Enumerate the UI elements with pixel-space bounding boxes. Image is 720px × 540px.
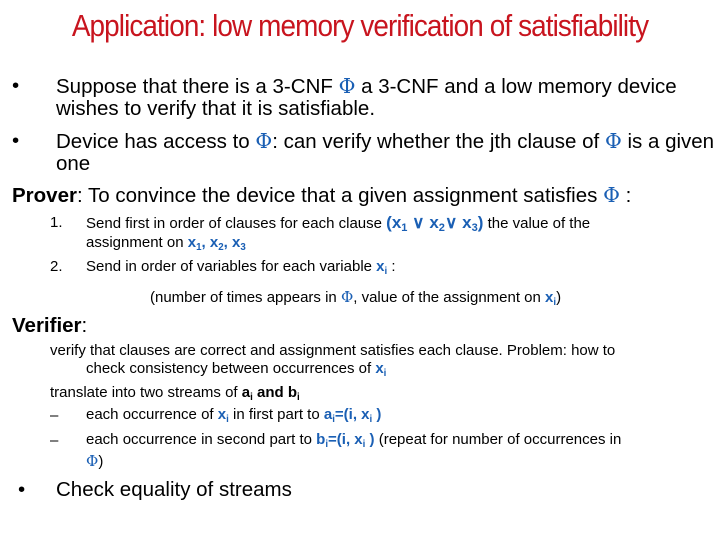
prover-item-2-line: Send in order of variables for each variable $x_i$ : [86, 258, 396, 277]
verifier-dash-2: each occurrence in second part to $b_i=(i$, $x_i$ ) (repeat for number of occurrences in [86, 431, 622, 450]
prover-item-2-number: 2. [50, 258, 63, 275]
intro-line-1: Suppose that there is a 3-CNF Φ a 3-CNF and a low memory device [56, 74, 677, 98]
verifier-line-2: check consistency between occurrences of $x_i$ [86, 360, 387, 379]
final-line: Check equality of streams [56, 478, 292, 501]
verifier-heading: Verifier: [12, 314, 88, 337]
verifier-dash-2-cont: Φ) [86, 452, 104, 470]
intro-line-2: wishes to verify that it is satisfiable. [56, 97, 376, 120]
prover-item-1-line-1: Send first in order of clauses for each clause ($x_1$ ∨ $x_2\vee$ $x_3$) the value of the [86, 213, 591, 234]
verifier-dash-1: each occurrence of $x_i$ in first part to $a_i=(i$, $x_i$ ) [86, 406, 382, 425]
verifier-line-3: translate into two streams of $a_i$ and $b_i$ [50, 384, 300, 403]
intro-line-3: Device has access to Φ: can verify whether the jth clause of Φ is a given [56, 129, 715, 153]
prover-line: Prover: To convince the device that a given assignment satisfies Φ : [12, 183, 632, 207]
bullet-3-marker: • [18, 478, 26, 501]
slide-title: Application: low memory verification of satisfiability [71, 8, 649, 43]
prover-note: (number of times appears in Φ, value of the assignment on $x_i$) [150, 288, 562, 308]
verifier-dash-1-marker: – [50, 407, 59, 424]
verifier-dash-2-marker: – [50, 432, 59, 449]
intro-line-4: one [56, 152, 91, 175]
verifier-line-1: verify that clauses are correct and assignment satisfies each clause. Problem: how to [50, 342, 616, 359]
bullet-1-marker: • [12, 74, 20, 97]
prover-item-1-number: 1. [50, 214, 63, 231]
bullet-2-marker: • [12, 129, 20, 152]
prover-item-1-line-2: assignment on $x_1$, $x_2$, $x_3$ [86, 234, 246, 253]
